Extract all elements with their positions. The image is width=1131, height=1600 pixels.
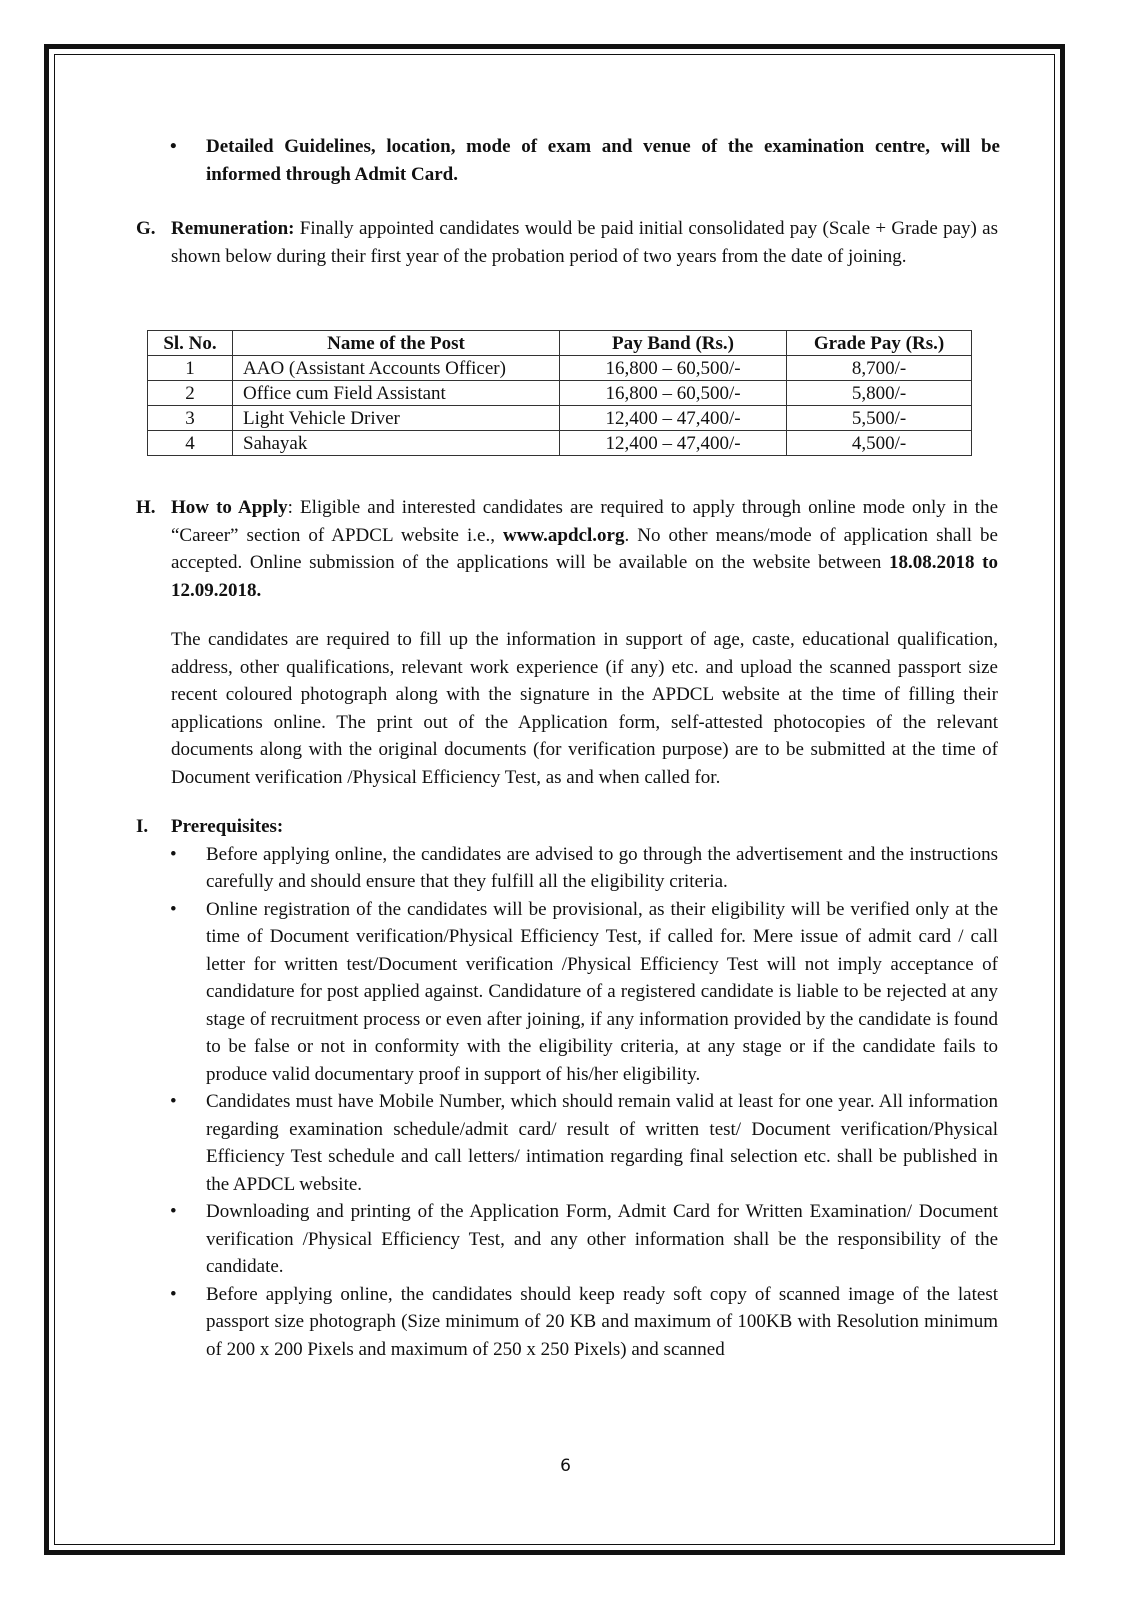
table-cell: 3 <box>148 406 233 431</box>
section-g-heading: Remuneration: <box>171 218 295 239</box>
table-cell: Sahayak <box>233 431 560 456</box>
section-h-letter: H. <box>136 497 156 518</box>
section-i-heading: Prerequisites: <box>171 816 284 837</box>
table-header: Grade Pay (Rs.) <box>787 331 972 356</box>
table-row <box>148 406 972 431</box>
document-content <box>136 133 998 270</box>
bullet-icon: • <box>170 1091 177 1112</box>
table-cell: 4,500/- <box>787 431 972 456</box>
bullet-icon: • <box>170 1201 177 1222</box>
website-link-text: www.apdcl.org <box>503 524 625 546</box>
table-cell: 16,800 – 60,500/- <box>560 356 787 381</box>
table-header: Pay Band (Rs.) <box>560 331 787 356</box>
application-dates: 18.08.2018 to 12.09.2018. <box>171 552 999 601</box>
section-h-text: : Eligible and interested candidates are required to apply through online mode only in the “Career” section of APDCL website i.e., <box>171 497 999 546</box>
list-item-text: Before applying online, the candidates should keep ready soft copy of scanned image of the latest passport size photograph (Size minimum of 20 KB and maximum of 100KB with Resolution minimum of 200 x 200 Pixels and maximum of 250 x 250 Pixels) and scanned <box>206 1283 998 1360</box>
table-cell: 4 <box>148 431 233 456</box>
section-h-text-cont: . No other means/mode of application shall be accepted. Online submission of the applications will be available on the website between <box>171 524 998 573</box>
bullet-icon: • <box>170 898 177 920</box>
section-g-text: Finally appointed candidates would be paid initial consolidated pay (Scale + Grade pay) as shown below during their first year of the probation period of two years from the date of joining. <box>171 218 998 267</box>
bullet-text: Detailed Guidelines, location, mode of exam and venue of the examination centre, will be informed through Admit Card. <box>206 136 1000 185</box>
table-cell: 2 <box>148 381 233 406</box>
section-h-paragraph <box>136 626 998 791</box>
list-item-text: Before applying online, the candidates are advised to go through the advertisement and the instructions carefully and should ensure that they fulfill all the eligibility criteria. <box>206 843 998 892</box>
list-item-text: Online registration of the candidates will be provisional, as their eligibility will be verified only at the time of Document verification/Physical Efficiency Test, if called for. Mere issue of admit card / call letter for written test/Document verification /Physical Efficiency Test will not imply acceptance of candidature for post applied against. Candidature of a registered candidate is liable to be rejected at any stage of recruitment process or even after joining, if any information provided by the candidate is found to be false or not in conformity with the eligibility criteria, at any stage or if the candidate fails to produce valid documentary proof in support of his/her eligibility. <box>206 898 998 1085</box>
table-cell: 5,800/- <box>787 381 972 406</box>
table-cell: 16,800 – 60,500/- <box>560 381 787 406</box>
table-cell: 12,400 – 47,400/- <box>560 431 787 456</box>
list-item-text: Downloading and printing of the Application Form, Admit Card for Written Examination/ Document verification /Physical Efficiency Test, and any other information shall be the responsibility of the candidate. <box>206 1201 998 1277</box>
table-cell: AAO (Assistant Accounts Officer) <box>233 356 560 381</box>
list-item <box>136 1088 998 1198</box>
bullet-icon: • <box>170 136 177 157</box>
section-h-heading: How to Apply <box>171 497 288 518</box>
section-g-letter: G. <box>136 218 156 239</box>
bullet-icon: • <box>170 843 177 865</box>
table-cell: 1 <box>148 356 233 381</box>
page-number: 6 <box>560 1456 571 1476</box>
list-item <box>136 1198 998 1281</box>
list-item <box>136 841 998 896</box>
table-cell: Light Vehicle Driver <box>233 406 560 431</box>
list-item <box>136 896 998 1089</box>
pay-table <box>147 330 972 456</box>
table-row <box>148 431 972 456</box>
section-h <box>136 494 998 604</box>
table-row <box>148 356 972 381</box>
table-header: Name of the Post <box>233 331 560 356</box>
list-item-text: Candidates must have Mobile Number, which should remain valid at least for one year. All information regarding examination schedule/admit card/ result of written test/ Document verification/Physical Efficiency Test schedule and call letters/ intimation regarding final selection etc. shall be published in the APDCL website. <box>206 1091 998 1195</box>
table-cell: 5,500/- <box>787 406 972 431</box>
table-cell: 12,400 – 47,400/- <box>560 406 787 431</box>
section-h-para2: The candidates are required to fill up the information in support of age, caste, educational qualification, address, other qualifications, relevant work experience (if any) etc. and upload the scanned passport size recent coloured photograph along with the signature in the APDCL website at the time of filling their applications online. The print out of the Application form, self-attested photocopies of the relevant documents along with the original documents (for verification purpose) are to be submitted at the time of Document verification /Physical Efficiency Test, as and when called for. <box>171 629 998 788</box>
section-i-letter: I. <box>136 816 149 837</box>
bullet-icon: • <box>170 1283 177 1305</box>
table-row <box>148 381 972 406</box>
table-cell: 8,700/- <box>787 356 972 381</box>
section-i <box>136 813 998 841</box>
table-cell: Office cum Field Assistant <box>233 381 560 406</box>
bullet-admit-card <box>136 133 1000 188</box>
table-header-row <box>148 331 972 356</box>
list-item <box>136 1281 998 1364</box>
section-g <box>136 215 998 270</box>
document-content-lower <box>136 494 998 1363</box>
table-header: Sl. No. <box>148 331 233 356</box>
